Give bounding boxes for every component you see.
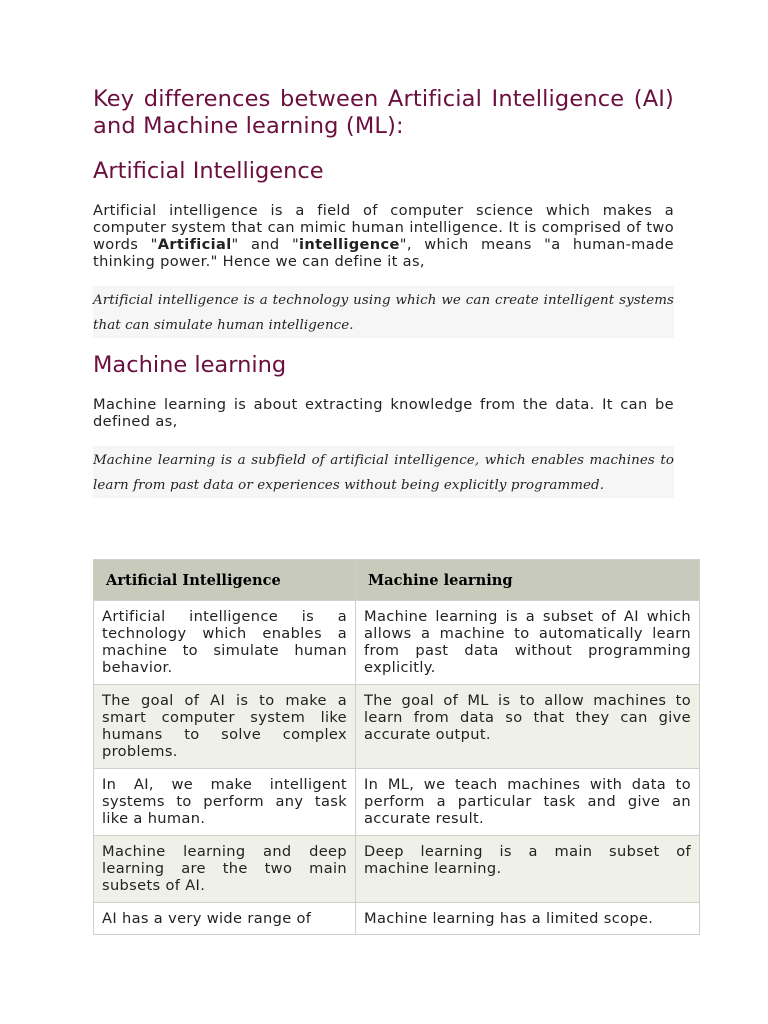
section-heading-ai: Artificial Intelligence [93,158,324,184]
table-cell-ml: In ML, we teach machines with data to perform a particular task and give an accurate result. [356,769,700,836]
table-cell-ml: Deep learning is a main subset of machine learning. [356,836,700,903]
table-row [94,601,700,685]
ai-paragraph-text-1: Artificial intelligence is a field of computer science which makes a computer system that can mimic human intelligence. It is comprised of two words " [93,202,674,253]
ai-paragraph-bold-artificial: Artificial [157,236,232,253]
section-heading-ml: Machine learning [93,352,287,378]
ai-paragraph-bold-intelligence: intelligence [299,236,400,253]
table-row [94,903,700,935]
ml-definition-quote: Machine learning is a subfield of artificial intelligence, which enables machines to learn from past data or experiences without being explicitly programmed. [93,446,674,498]
table-cell-ai: Artificial intelligence is a technology which enables a machine to simulate human behavior. [94,601,356,685]
table-cell-ai: AI has a very wide range of [94,903,356,935]
table-row [94,836,700,903]
document-body [93,86,674,498]
table-cell-ai: The goal of AI is to make a smart computer system like humans to solve complex problems. [94,685,356,769]
ai-definition-paragraph [93,202,674,270]
table-row [94,685,700,769]
table-cell-ai: Machine learning and deep learning are the two main subsets of AI. [94,836,356,903]
table-cell-ml: Machine learning has a limited scope. [356,903,700,935]
ai-paragraph-text-2: " and " [231,236,300,253]
table-cell-ml: The goal of ML is to allow machines to learn from data so that they can give accurate output. [356,685,700,769]
table-header-row [94,560,700,601]
table-cell-ai: In AI, we make intelligent systems to perform any task like a human. [94,769,356,836]
ai-definition-quote: Artificial intelligence is a technology using which we can create intelligent systems that can simulate human intelligence. [93,286,674,338]
table-cell-ml: Machine learning is a subset of AI which allows a machine to automatically learn from past data without programming explicitly. [356,601,700,685]
comparison-table [93,559,700,935]
ml-definition-paragraph: Machine learning is about extracting knowledge from the data. It can be defined as, [93,396,674,430]
table-header-ai: Artificial Intelligence [94,560,356,601]
page-title: Key differences between Artificial Intelligence (AI) and Machine learning (ML): [93,86,674,139]
ai-paragraph-text-3: ", which means "a human-made thinking power." Hence we can define it as, [93,236,674,270]
table-header-ml: Machine learning [356,560,700,601]
table-row [94,769,700,836]
